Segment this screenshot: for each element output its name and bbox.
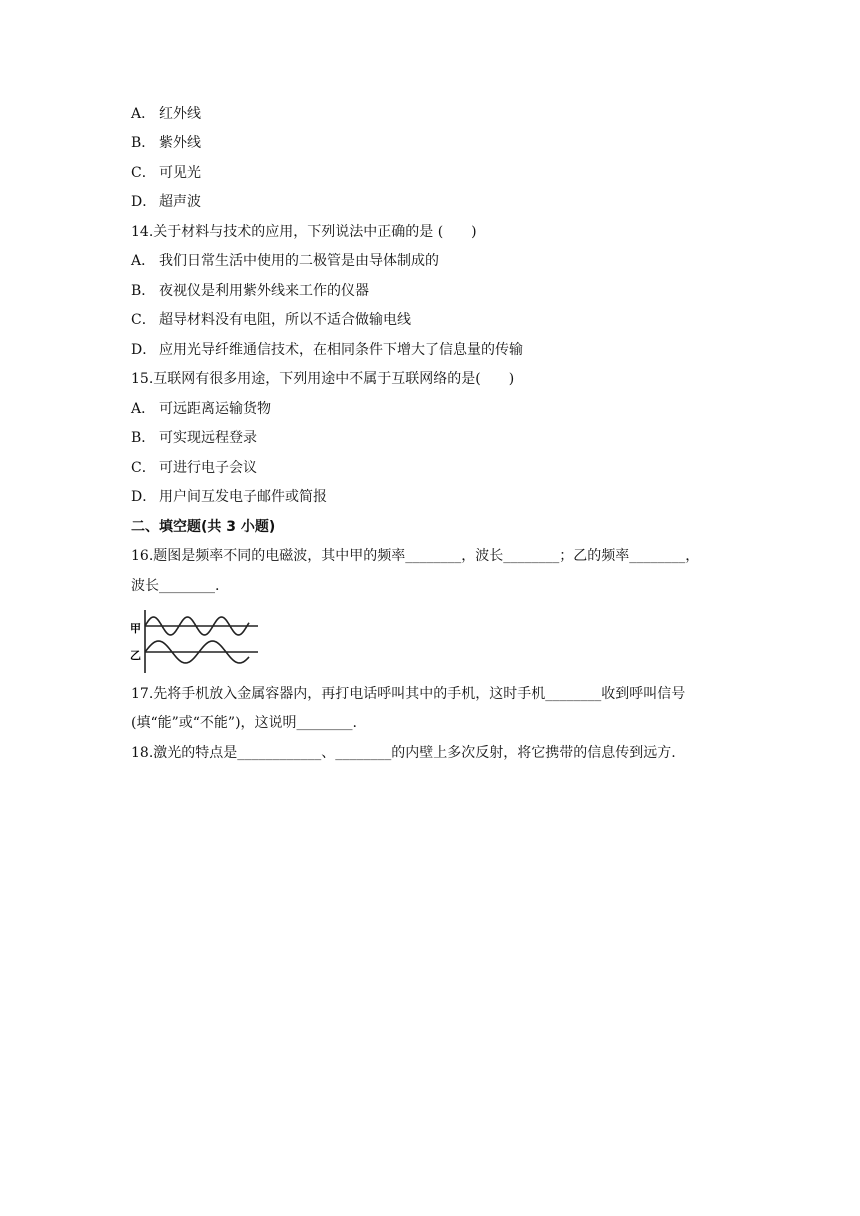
- q14-option-d: [131, 340, 523, 360]
- option-letter: B．: [131, 283, 156, 299]
- q15-stem: 15.互联网有很多用途，下列用途中不属于互联网络的是( ): [131, 371, 515, 387]
- option-text: 我们日常生活中使用的二极管是由导体制成的: [159, 253, 439, 269]
- q13-option-d: [131, 192, 201, 212]
- figure-label-jia: 甲: [130, 622, 141, 635]
- option-text: 可进行电子会议: [159, 460, 257, 476]
- option-letter: A．: [131, 401, 156, 417]
- q15-option-b: [131, 428, 257, 448]
- option-text: 可远距离运输货物: [159, 401, 271, 417]
- option-text: 用户间互发电子邮件或简报: [159, 489, 327, 505]
- option-letter: A．: [131, 253, 156, 269]
- q18-line1: 18.激光的特点是____________、________的内壁上多次反射，将它携带的信息传到远方.: [131, 745, 676, 761]
- option-letter: D．: [131, 489, 157, 505]
- q14-option-b: [131, 281, 369, 301]
- option-text: 可见光: [159, 165, 201, 181]
- option-text: 夜视仪是利用紫外线来工作的仪器: [159, 283, 369, 299]
- q17-line2: (填“能”或“不能”)，这说明________.: [131, 715, 358, 731]
- q15-option-c: [131, 458, 257, 478]
- option-letter: B．: [131, 135, 156, 151]
- option-text: 超导材料没有电阻，所以不适合做输电线: [159, 312, 411, 328]
- option-letter: C．: [131, 312, 156, 328]
- option-text: 可实现远程登录: [159, 430, 257, 446]
- option-letter: B．: [131, 430, 156, 446]
- q13-option-b: [131, 133, 201, 153]
- wave-figure: [129, 609, 261, 675]
- option-letter: C．: [131, 460, 156, 476]
- option-letter: D．: [131, 194, 157, 210]
- q14-option-c: [131, 310, 411, 330]
- option-text: 应用光导纤维通信技术，在相同条件下增大了信息量的传输: [159, 342, 523, 358]
- q16-line2: 波长________.: [131, 578, 220, 594]
- option-text: 超声波: [159, 194, 201, 210]
- option-letter: C．: [131, 165, 156, 181]
- q15-option-d: [131, 487, 327, 507]
- option-text: 紫外线: [159, 135, 201, 151]
- q14-stem: 14.关于材料与技术的应用，下列说法中正确的是 ( ): [131, 224, 477, 240]
- q15-option-a: [131, 399, 271, 419]
- q13-option-a: [131, 104, 201, 124]
- option-letter: D．: [131, 342, 157, 358]
- q13-option-c: [131, 163, 201, 183]
- q16-line1: 16.题图是频率不同的电磁波，其中甲的频率________，波长________；乙的频率________，: [131, 548, 700, 564]
- option-letter: A．: [131, 106, 156, 122]
- q14-option-a: [131, 251, 439, 271]
- option-text: 红外线: [159, 106, 201, 122]
- figure-label-yi: 乙: [130, 649, 141, 662]
- q17-line1: 17.先将手机放入金属容器内，再打电话呼叫其中的手机，这时手机________收到呼叫信号: [131, 686, 686, 702]
- section-heading: 二、填空题(共 3 小题): [131, 519, 276, 535]
